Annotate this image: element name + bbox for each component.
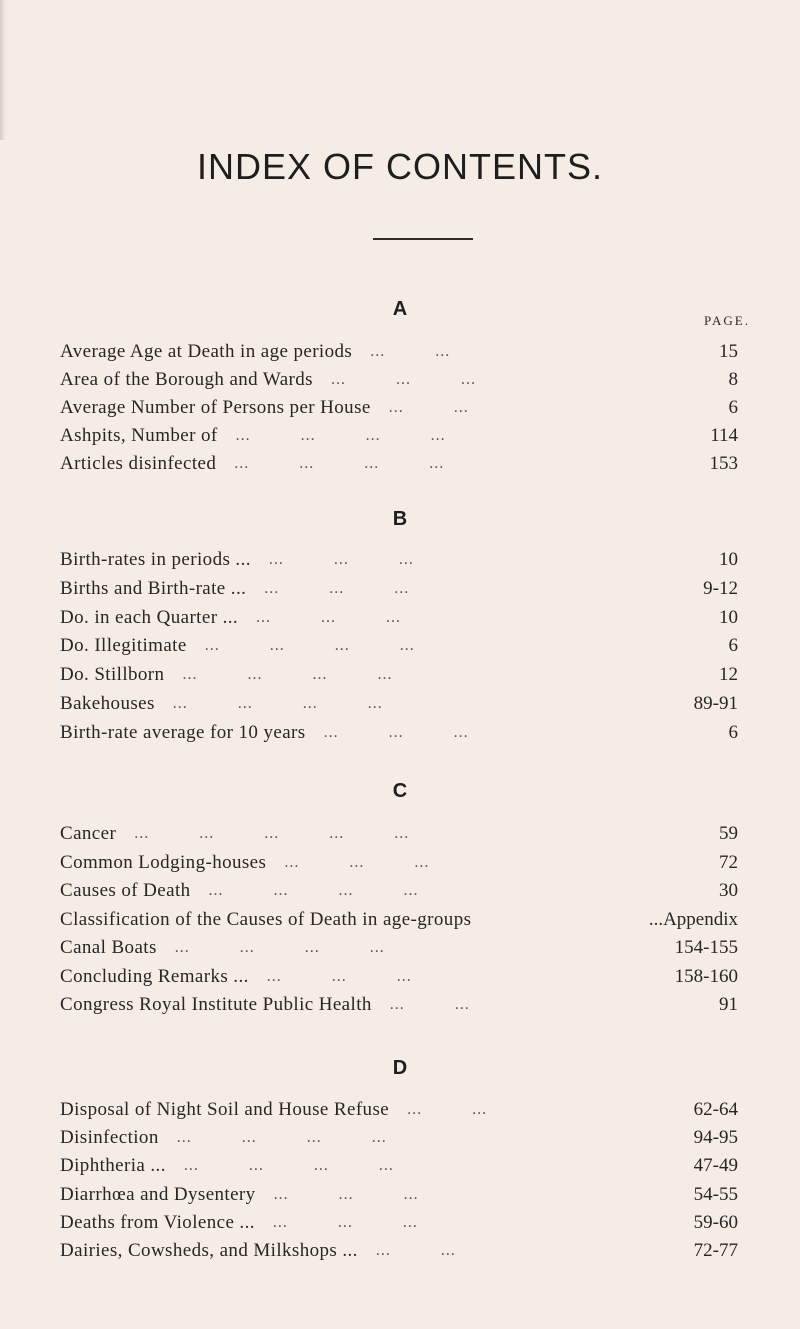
entry-page-number: 72 [719, 851, 738, 873]
index-entry [60, 690, 738, 719]
index-entry [60, 366, 738, 394]
index-entry [60, 450, 738, 478]
entry-leader-dots: ... ... [370, 343, 451, 360]
entry-page-number: 47-49 [693, 1155, 738, 1177]
index-entry [60, 1096, 738, 1124]
entry-label: Common Lodging-houses [60, 851, 267, 873]
index-entry [60, 991, 738, 1020]
section-entries-b [60, 546, 738, 748]
entry-leader-dots: ... ... [388, 399, 469, 416]
entry-leader-dots: ... ... ... ... [174, 939, 385, 956]
entry-leader-dots: ... ... ... [273, 1185, 419, 1203]
index-entry [60, 877, 738, 906]
index-entry [60, 934, 738, 963]
entry-label: Disposal of Night Soil and House Refuse [60, 1099, 390, 1120]
entry-leader-dots: ... ... ... ... [172, 694, 383, 712]
index-entry [60, 604, 738, 633]
entry-label: Classification of the Causes of Death in age-groups [60, 908, 472, 930]
index-entry [60, 719, 738, 748]
entry-leader-dots: ... ... ... ... [208, 882, 419, 899]
entry-page-number: 9-12 [703, 577, 738, 599]
section-letter-d: D [392, 1057, 408, 1079]
index-entry [60, 661, 738, 690]
entry-label: Average Age at Death in age periods [60, 341, 353, 362]
entry-label: Articles disinfected [60, 453, 217, 474]
entry-label: Diphtheria ... [60, 1155, 166, 1177]
entry-label: Births and Birth-rate ... [60, 577, 247, 599]
entry-page-number: 10 [719, 549, 738, 570]
entry-label: Deaths from Violence ... [60, 1211, 255, 1233]
index-entry [60, 1124, 738, 1152]
entry-leader-dots: ... ... ... [330, 371, 476, 388]
entry-label: Disinfection [60, 1127, 159, 1149]
index-entry [60, 906, 738, 935]
entry-leader-dots: ... ... ... ... [234, 455, 445, 472]
entry-page-number: 8 [728, 369, 738, 390]
index-entry [60, 575, 738, 604]
entry-leader-dots: ... ... ... [268, 551, 414, 568]
entry-label: Dairies, Cowsheds, and Milkshops ... [60, 1239, 358, 1261]
entry-leader-dots: ... ... ... [323, 723, 469, 741]
entry-leader-dots: ... ... ... ... [183, 1157, 394, 1175]
entry-page-number: 6 [728, 721, 738, 743]
entry-page-number: 54-55 [693, 1183, 738, 1205]
index-entry [60, 820, 738, 849]
entry-label: Canal Boats [60, 937, 157, 958]
entry-page-number: 89-91 [693, 692, 738, 714]
index-entry [60, 1209, 738, 1237]
entry-label: Ashpits, Number of [60, 425, 218, 446]
section-entries-a [60, 338, 738, 478]
entry-page-number: 12 [719, 664, 738, 686]
entry-label: Average Number of Persons per House [60, 397, 371, 418]
entry-leader-dots: ... ... ... [272, 1213, 418, 1231]
entry-leader-dots: ... ... ... ... [204, 637, 415, 655]
entry-page-number: 154-155 [674, 937, 738, 958]
entry-label: Causes of Death [60, 880, 191, 901]
index-entry [60, 1181, 738, 1209]
page-column-header: PAGE. [703, 313, 750, 328]
entry-leader-dots: ... ... ... ... [182, 666, 393, 684]
entry-page-number: ...Appendix [648, 908, 738, 930]
entry-page-number: 10 [719, 606, 738, 628]
index-entry [60, 1152, 738, 1180]
entry-page-number: 6 [728, 635, 738, 657]
entry-leader-dots: ... ... ... [256, 608, 402, 626]
entry-label: Birth-rate average for 10 years [60, 721, 306, 743]
entry-label: Do. in each Quarter ... [60, 606, 239, 628]
entry-leader-dots: ... ... ... ... ... [134, 825, 410, 842]
title-divider [373, 238, 473, 240]
entry-label: Do. Illegitimate [60, 635, 187, 657]
entry-leader-dots: ... ... ... ... [176, 1129, 387, 1147]
entry-page-number: 158-160 [674, 965, 738, 987]
index-entry [60, 422, 738, 450]
entry-leader-dots: ... ... ... ... [235, 427, 446, 444]
entry-page-number: 153 [709, 453, 738, 474]
index-entry [60, 963, 738, 992]
entry-page-number: 59 [719, 823, 738, 844]
entry-page-number: 91 [719, 994, 738, 1015]
index-entry [60, 338, 738, 366]
entry-label: Bakehouses [60, 692, 155, 714]
entry-page-number: 30 [719, 880, 738, 901]
entry-page-number: 6 [728, 397, 738, 418]
entry-label: Area of the Borough and Wards [60, 369, 313, 390]
entry-label: Do. Stillborn [60, 664, 165, 686]
entry-page-number: 94-95 [693, 1127, 738, 1149]
page-binding-edge [0, 0, 6, 140]
section-letter-a: A [392, 298, 408, 320]
section-entries-c [60, 820, 738, 1020]
entry-page-number: 62-64 [693, 1099, 738, 1120]
section-letter-b: B [392, 508, 408, 530]
entry-page-number: 15 [719, 341, 738, 362]
page-title: INDEX OF CONTENTS. [196, 146, 604, 187]
entry-page-number: 114 [710, 425, 738, 446]
entry-label: Diarrhœa and Dysentery [60, 1183, 256, 1205]
entry-leader-dots: ... ... [375, 1241, 456, 1259]
section-letter-c: C [392, 780, 408, 802]
entry-leader-dots: ... ... ... [284, 853, 430, 871]
index-entry [60, 849, 738, 878]
index-entry [60, 632, 738, 661]
entry-label: Birth-rates in periods ... [60, 549, 251, 570]
entry-label: Cancer [60, 823, 117, 844]
entry-label: Concluding Remarks ... [60, 965, 249, 987]
entry-label: Congress Royal Institute Public Health [60, 994, 372, 1015]
entry-leader-dots: ... ... ... [266, 967, 412, 985]
entry-leader-dots: ... ... ... [264, 579, 410, 597]
entry-leader-dots: ... ... [389, 996, 470, 1013]
entry-leader-dots: ... ... [407, 1101, 488, 1118]
entry-page-number: 59-60 [693, 1211, 738, 1233]
index-entry [60, 394, 738, 422]
section-entries-d [60, 1096, 738, 1265]
index-entry [60, 546, 738, 575]
index-entry [60, 1237, 738, 1265]
entry-page-number: 72-77 [693, 1239, 738, 1261]
